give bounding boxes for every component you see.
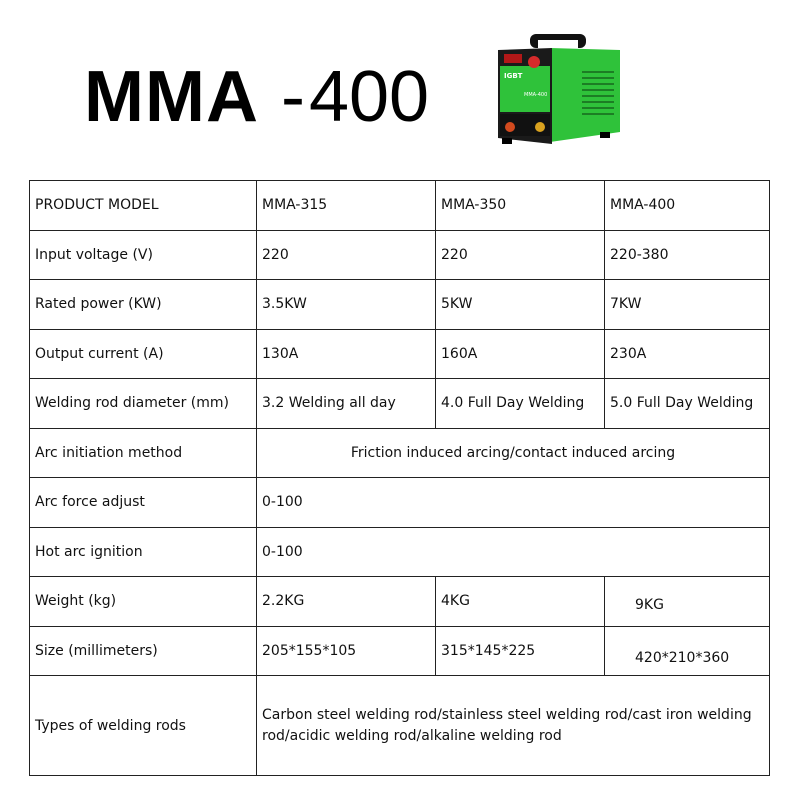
panel-brand: IGBT bbox=[504, 72, 523, 80]
row-label: Types of welding rods bbox=[30, 676, 257, 776]
merged-cell: Friction induced arcing/contact induced arcing bbox=[257, 428, 770, 478]
table-row bbox=[30, 577, 770, 627]
row-label: Hot arc ignition bbox=[30, 527, 257, 577]
cell: 3.2 Welding all day bbox=[257, 379, 436, 429]
cell: 420*210*360 bbox=[605, 626, 770, 676]
table-row bbox=[30, 676, 770, 776]
table-row bbox=[30, 230, 770, 280]
row-label: Rated power (KW) bbox=[30, 280, 257, 330]
title-number: 400 bbox=[308, 57, 430, 137]
cell: 5.0 Full Day Welding bbox=[605, 379, 770, 429]
row-label: Welding rod diameter (mm) bbox=[30, 379, 257, 429]
foot-left bbox=[502, 138, 512, 144]
spec-table bbox=[29, 180, 770, 776]
table-row bbox=[30, 329, 770, 379]
cell: 220 bbox=[436, 230, 605, 280]
cell: 315*145*225 bbox=[436, 626, 605, 676]
cell: 160A bbox=[436, 329, 605, 379]
title-dash: - bbox=[280, 57, 305, 137]
table-row bbox=[30, 478, 770, 528]
knob-icon bbox=[528, 56, 540, 68]
handle-gap bbox=[538, 40, 578, 48]
cell: 4KG bbox=[436, 577, 605, 627]
cell: 3.5KW bbox=[257, 280, 436, 330]
row-label: Output current (A) bbox=[30, 329, 257, 379]
cell: 4.0 Full Day Welding bbox=[436, 379, 605, 429]
cell: 220 bbox=[257, 230, 436, 280]
merged-cell: 0-100 bbox=[257, 527, 770, 577]
cell: 220-380 bbox=[605, 230, 770, 280]
table-row bbox=[30, 379, 770, 429]
title-model: MMA bbox=[84, 57, 259, 137]
row-label: Weight (kg) bbox=[30, 577, 257, 627]
foot-right bbox=[600, 132, 610, 138]
row-label: Arc force adjust bbox=[30, 478, 257, 528]
cell: 7KW bbox=[605, 280, 770, 330]
panel-badge: MMA-400 bbox=[524, 92, 548, 98]
header-col3: MMA-400 bbox=[605, 181, 770, 231]
table-row bbox=[30, 280, 770, 330]
merged-cell: Carbon steel welding rod/stainless steel welding rod/cast iron welding rod/acidic welding rod/alkaline welding rod bbox=[257, 676, 770, 776]
table-row bbox=[30, 626, 770, 676]
terminal-right-icon bbox=[535, 122, 545, 132]
cell: 130A bbox=[257, 329, 436, 379]
table-row bbox=[30, 527, 770, 577]
cell: 230A bbox=[605, 329, 770, 379]
display bbox=[504, 54, 522, 63]
cell: 9KG bbox=[605, 577, 770, 627]
page-title bbox=[84, 52, 429, 142]
cell: 205*155*105 bbox=[257, 626, 436, 676]
header-col2: MMA-350 bbox=[436, 181, 605, 231]
table-row bbox=[30, 428, 770, 478]
welder-machine-icon bbox=[490, 32, 625, 152]
row-label: Size (millimeters) bbox=[30, 626, 257, 676]
row-label: Input voltage (V) bbox=[30, 230, 257, 280]
row-label: Arc initiation method bbox=[30, 428, 257, 478]
table-row-header bbox=[30, 181, 770, 231]
header-col1: MMA-315 bbox=[257, 181, 436, 231]
merged-cell: 0-100 bbox=[257, 478, 770, 528]
terminal-left-icon bbox=[505, 122, 515, 132]
cell: 2.2KG bbox=[257, 577, 436, 627]
header-label: PRODUCT MODEL bbox=[30, 181, 257, 231]
cell: 5KW bbox=[436, 280, 605, 330]
